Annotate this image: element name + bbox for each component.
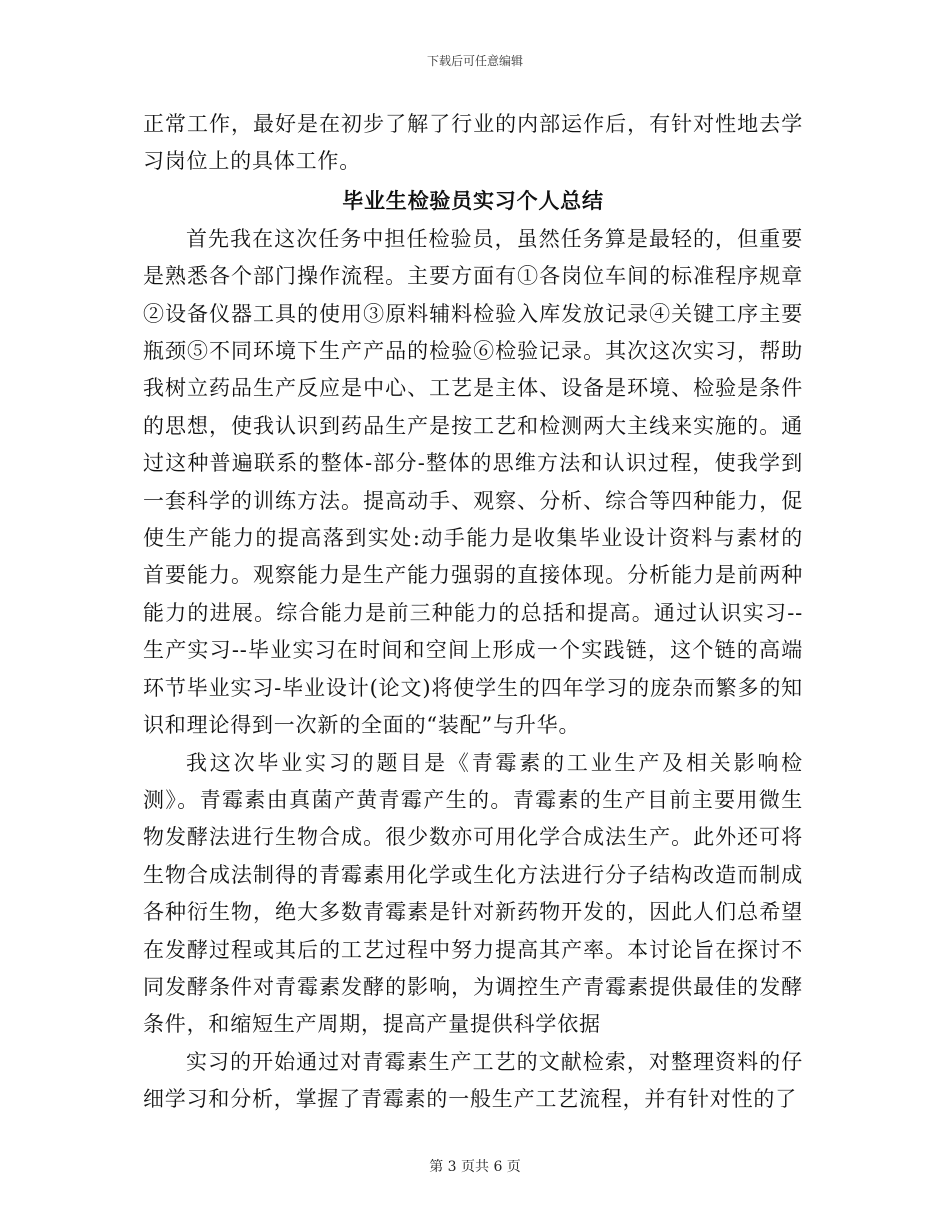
body-paragraph-3: 实习的开始通过对青霉素生产工艺的文献检索，对整理资料的仔细学习和分析，掌握了青霉素的一般生产工艺流程，并有针对性的了 (143, 1049, 803, 1112)
page-header: 下载后可任意编辑 (426, 54, 523, 68)
section-title: 毕业生检验员实习个人总结 (342, 187, 604, 213)
body-paragraph-1: 首先我在这次任务中担任检验员，虽然任务算是最轻的，但重要是熟悉各个部门操作流程。主要方面有①各岗位车间的标准程序规章②设备仪器工具的使用③原料辅料检验入库发放记录④关键工序主要瓶颈⑤不同环境下生产产品的检验⑥检验记录。其次这次实习，帮助我树立药品生产反应是中心、工艺是主体、设备是环境、检验是条件的思想，使我认识到药品生产是按工艺和检测两大主线来实施的。通过这种普遍联系的整体-部分-整体的思维方法和认识过程，使我学到一套科学的训练方法。提高动手、观察、分析、综合等四种能力，促使生产能力的提高落到实处:动手能力是收集毕业设计资料与素材的首要能力。观察能力是生产能力强弱的直接体现。分析能力是前两种能力的进展。综合能力是前三种能力的总括和提高。通过认识实习--生产实习--毕业实习在时间和空间上形成一个实践链，这个链的高端环节毕业实习-毕业设计(论文)将使学生的四年学习的庞杂而繁多的知识和理论得到一次新的全面的“装配”与升华。 (143, 226, 803, 738)
page-footer: 第 3 页共 6 页 (429, 1159, 521, 1175)
intro-paragraph: 正常工作，最好是在初步了解了行业的内部运作后，有针对性地去学习岗位上的具体工作。 (143, 112, 803, 174)
document-body (143, 106, 803, 1119)
body-paragraph-2: 我这次毕业实习的题目是《青霉素的工业生产及相关影响检测》。青霉素由真菌产黄青霉产生的。青霉素的生产目前主要用微生物发酵法进行生物合成。很少数亦可用化学合成法生产。此外还可将生物合成法制得的青霉素用化学或生化方法进行分子结构改造而制成各种衍生物，绝大多数青霉素是针对新药物开发的，因此人们总希望在发酵过程或其后的工艺过程中努力提高其产率。本讨论旨在探讨不同发酵条件对青霉素发酵的影响，为调控生产青霉素提供最佳的发酵条件，和缩短生产周期，提高产量提供科学依据 (143, 750, 803, 1037)
